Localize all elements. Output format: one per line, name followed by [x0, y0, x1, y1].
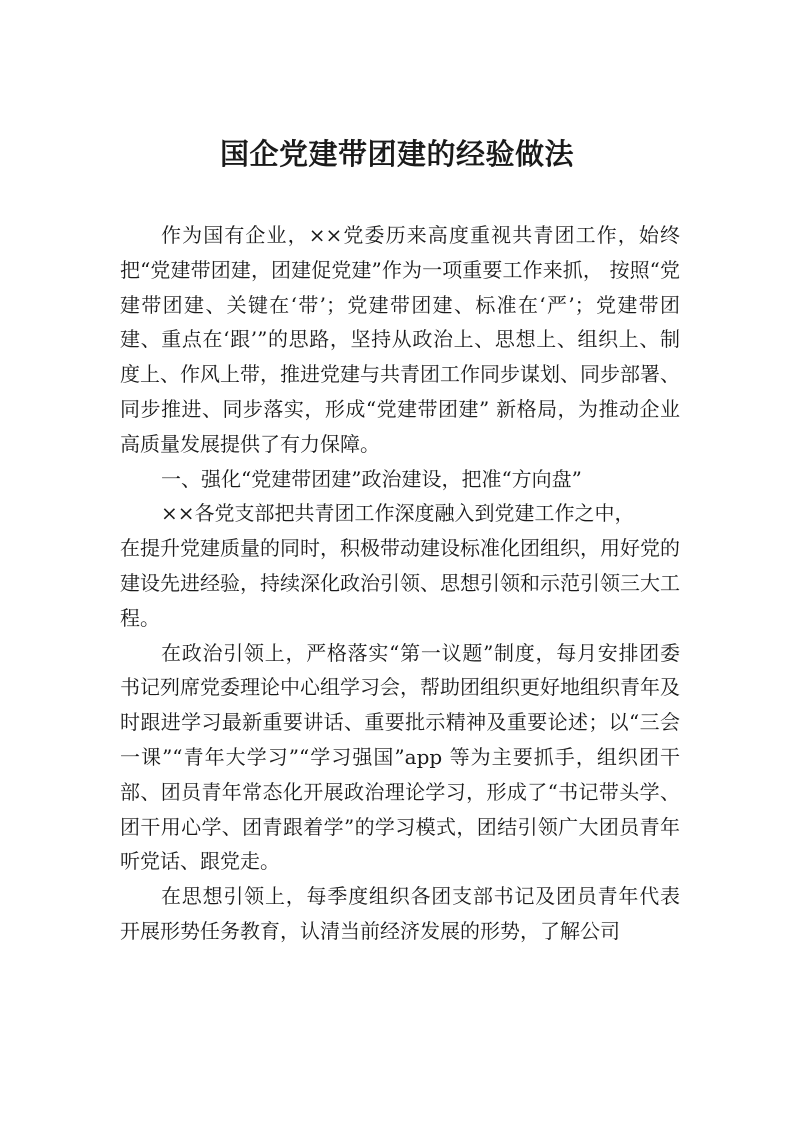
document-title: 国企党建带团建的经验做法 [219, 137, 574, 171]
paragraph-political-guidance: 在政治引领上，严格落实“第一议题”制度，每月安排团委书记列席党委理论中心组学习会，帮助团组织更好地组织青年及时跟进学习最新重要讲话、重要批示精神及重要论述；以“三会一课”“青年大学习”“学习强国”app 等为主要抓手，组织团干部、团员青年常态化开展政治理论学习，形成了“书记带头学、团干用心学、团青跟着学”的学习模式，团结引领广大团员青年听党话、跟党走。 [120, 640, 680, 874]
paragraph-party-branch-continued: 在提升党建质量的同时，积极带动建设标准化团组织，用好党的建设先进经验，持续深化政治引领、思想引领和示范引领三大工程。 [120, 536, 680, 630]
document-body [120, 218, 680, 949]
section-heading-1: 一、强化“党建带团建”政治建设，把准“方向盘” [161, 466, 582, 491]
paragraph-intro: 作为国有企业，××党委历来高度重视共青团工作，始终把“党建带团建，团建促党建”作为一项重要工作来抓， 按照“党建带团建、关键在‘带’；党建带团建、标准在‘严’；党建带团建、重点在‘跟’”的思路，坚持从政治上、思想上、组织上、制度上、作风上带，推进党建与共青团工作同步谋划、同步部署、同步推进、同步落实，形成“党建带团建” 新格局，为推动企业高质量发展提供了有力保障。 [120, 223, 680, 456]
paragraph-ideological-guidance: 在思想引领上，每季度组织各团支部书记及团员青年代表开展形势任务教育，认清当前经济发展的形势，了解公司 [120, 884, 680, 943]
paragraph-party-branch: ××各党支部把共青团工作深度融入到党建工作之中， [161, 501, 635, 526]
